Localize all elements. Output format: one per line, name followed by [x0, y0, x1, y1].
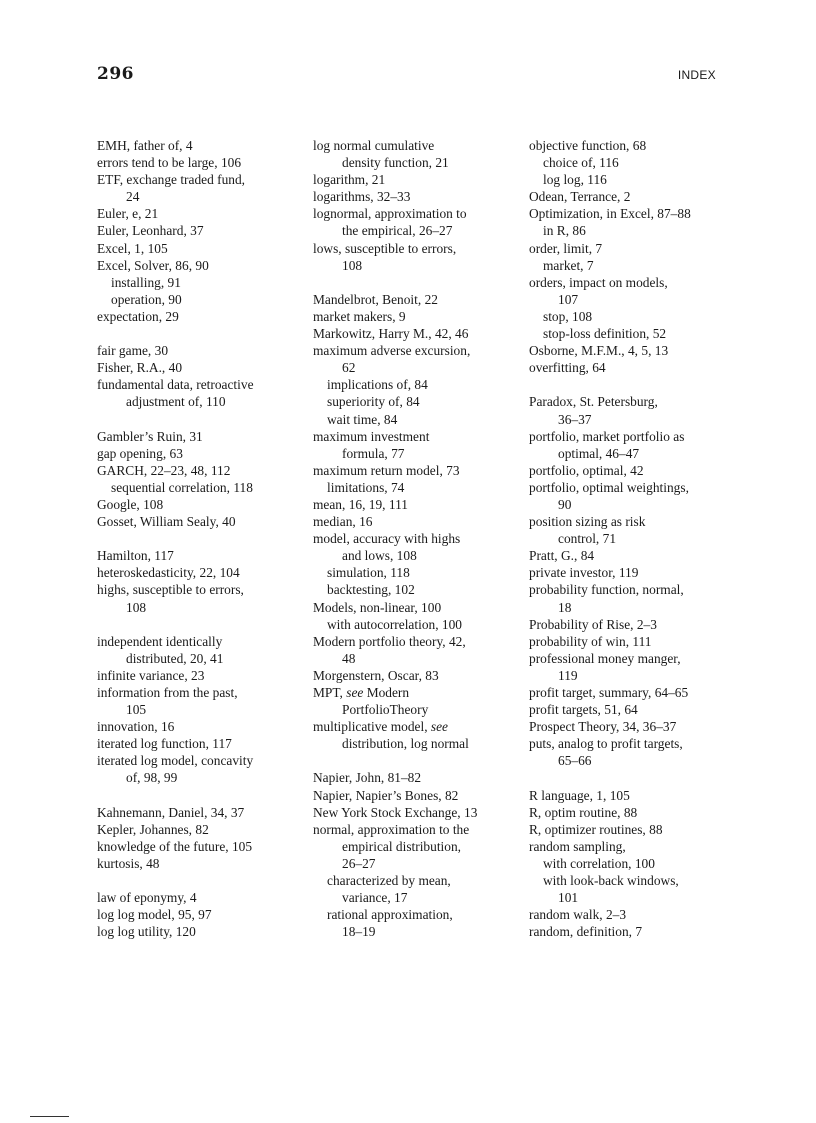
index-line: independent identically — [97, 633, 223, 649]
index-entry — [529, 240, 729, 257]
index-entry — [529, 462, 729, 479]
index-entry — [97, 581, 297, 615]
index-line: Fisher, R.A., 40 — [97, 360, 183, 376]
index-line: order, limit, 7 — [529, 240, 603, 256]
index-line: variance, 17 — [342, 890, 408, 906]
index-line: implications of, 84 — [327, 377, 428, 393]
index-line: profit targets, 51, 64 — [529, 702, 638, 718]
index-subentry — [313, 872, 513, 906]
index-line: Modern — [363, 685, 410, 700]
index-entry — [529, 547, 729, 564]
index-line: iterated log model, concavity — [97, 753, 254, 769]
index-line: Kepler, Johannes, 82 — [97, 821, 209, 837]
index-line: 18 — [558, 599, 572, 615]
index-entry — [97, 855, 297, 872]
index-line: Pratt, G., 84 — [529, 548, 595, 564]
index-entry — [313, 769, 513, 786]
index-entry — [313, 718, 513, 752]
index-line: adjustment of, 110 — [126, 394, 226, 410]
index-entry — [97, 154, 297, 171]
index-line: information from the past, — [97, 685, 238, 700]
index-subentry — [529, 855, 729, 872]
index-line: portfolio, optimal, 42 — [529, 462, 644, 478]
index-entry — [529, 564, 729, 581]
index-line: portfolio, market portfolio as — [529, 428, 685, 444]
index-line: Mandelbrot, Benoit, 22 — [313, 291, 438, 307]
index-entry — [97, 257, 297, 274]
index-line: heteroskedasticity, 22, 104 — [97, 565, 240, 581]
index-column-1 — [97, 137, 297, 940]
index-line: R, optimizer routines, 88 — [529, 821, 663, 837]
index-line: gap opening, 63 — [97, 445, 183, 461]
index-entry — [529, 342, 729, 359]
footer-rule — [30, 1116, 69, 1117]
index-line: Google, 108 — [97, 496, 164, 512]
index-entry — [529, 787, 729, 804]
index-entry — [313, 530, 513, 564]
index-line: objective function, 68 — [529, 138, 647, 153]
index-entry — [313, 188, 513, 205]
index-line: logarithm, 21 — [313, 172, 386, 188]
index-line: stop-loss definition, 52 — [543, 326, 667, 342]
index-entry — [97, 240, 297, 257]
index-entry — [97, 889, 297, 906]
index-line: position sizing as risk — [529, 514, 646, 530]
index-line: backtesting, 102 — [327, 582, 415, 598]
index-entry — [97, 376, 297, 410]
index-line: maximum adverse excursion, — [313, 343, 471, 359]
index-entry — [529, 684, 729, 701]
index-line: probability of win, 111 — [529, 633, 652, 649]
index-entry — [97, 445, 297, 462]
index-line: Markowitz, Harry M., 42, 46 — [313, 326, 469, 342]
index-line: R language, 1, 105 — [529, 787, 630, 803]
index-line: random sampling, — [529, 838, 626, 854]
index-line: control, 71 — [558, 531, 617, 547]
index-subentry — [313, 479, 513, 496]
index-entry — [97, 547, 297, 564]
index-entry — [313, 462, 513, 479]
index-entry — [529, 137, 729, 154]
index-line: Napier, Napier’s Bones, 82 — [313, 787, 459, 803]
index-subentry — [313, 581, 513, 598]
index-entry — [529, 359, 729, 376]
index-entry — [313, 342, 513, 376]
index-entry — [97, 428, 297, 445]
index-line: in R, 86 — [543, 223, 586, 239]
index-line: lows, susceptible to errors, — [313, 240, 457, 256]
index-line: iterated log function, 117 — [97, 736, 232, 752]
index-entry — [97, 513, 297, 530]
index-line: log log, 116 — [543, 172, 607, 188]
index-line: optimal, 46–47 — [558, 445, 640, 461]
index-line: 108 — [342, 257, 363, 273]
index-entry — [313, 428, 513, 462]
index-line: the empirical, 26–27 — [342, 223, 453, 239]
index-line: puts, analog to profit targets, — [529, 736, 683, 752]
index-line: law of eponymy, 4 — [97, 890, 197, 906]
index-line: Napier, John, 81–82 — [313, 770, 422, 786]
index-line: logarithms, 32–33 — [313, 189, 411, 205]
index-entry — [529, 205, 729, 222]
index-entry — [97, 496, 297, 513]
index-line: fair game, 30 — [97, 343, 169, 359]
index-column-2 — [313, 137, 513, 940]
index-entry — [529, 428, 729, 462]
index-line: random walk, 2–3 — [529, 907, 627, 923]
index-line: Euler, e, 21 — [97, 206, 159, 222]
index-line: fundamental data, retroactive — [97, 377, 254, 393]
index-entry — [97, 718, 297, 735]
index-entry — [529, 701, 729, 718]
index-line: PortfolioTheory — [342, 702, 429, 718]
index-entry — [97, 923, 297, 940]
index-entry — [97, 462, 297, 479]
index-entry — [313, 291, 513, 308]
index-entry — [529, 735, 729, 769]
index-entry — [313, 599, 513, 616]
index-line: normal, approximation to the — [313, 821, 470, 837]
index-entry — [97, 171, 297, 205]
index-entry — [97, 906, 297, 923]
index-subentry — [97, 291, 297, 308]
index-line: infinite variance, 23 — [97, 667, 205, 683]
index-entry — [97, 752, 297, 786]
index-entry — [97, 735, 297, 752]
index-entry — [97, 684, 297, 718]
index-entry — [529, 838, 729, 855]
index-line: EMH, father of, 4 — [97, 138, 193, 153]
index-line: Odean, Terrance, 2 — [529, 189, 631, 205]
index-entry — [529, 188, 729, 205]
index-line: and lows, 108 — [342, 548, 417, 564]
index-line: distribution, log normal — [342, 736, 469, 752]
index-entry — [529, 906, 729, 923]
index-line: median, 16 — [313, 514, 373, 530]
index-entry — [313, 821, 513, 872]
index-line: 36–37 — [558, 411, 592, 427]
index-line: profit target, summary, 64–65 — [529, 685, 689, 700]
index-line: innovation, 16 — [97, 719, 175, 735]
index-line: ETF, exchange traded fund, — [97, 172, 246, 188]
index-line: 18–19 — [342, 924, 376, 940]
index-line: 65–66 — [558, 753, 592, 769]
index-entry — [313, 137, 513, 171]
index-line: market makers, 9 — [313, 308, 406, 324]
index-line: formula, 77 — [342, 445, 405, 461]
index-subentry — [529, 325, 729, 342]
index-line: MPT, — [313, 685, 347, 700]
index-line: characterized by mean, — [327, 873, 451, 889]
index-line: private investor, 119 — [529, 565, 639, 581]
index-line: Excel, Solver, 86, 90 — [97, 257, 209, 273]
index-line: Excel, 1, 105 — [97, 240, 168, 256]
index-line: Osborne, M.F.M., 4, 5, 13 — [529, 343, 669, 359]
index-entry — [529, 479, 729, 513]
index-line: professional money manger, — [529, 650, 681, 666]
index-line: wait time, 84 — [327, 411, 398, 427]
index-line: lognormal, approximation to — [313, 206, 467, 222]
index-entry — [529, 633, 729, 650]
see-reference: see — [346, 685, 364, 700]
index-line: maximum investment — [313, 428, 430, 444]
index-subentry — [529, 171, 729, 188]
index-line: Morgenstern, Oscar, 83 — [313, 667, 439, 683]
index-entry — [97, 821, 297, 838]
index-line: simulation, 118 — [327, 565, 410, 581]
index-line: market, 7 — [543, 257, 594, 273]
index-entry — [97, 222, 297, 239]
index-line: 101 — [558, 890, 579, 906]
index-entry — [97, 667, 297, 684]
index-line: overfitting, 64 — [529, 360, 606, 376]
index-line: density function, 21 — [342, 155, 449, 171]
index-line: Probability of Rise, 2–3 — [529, 616, 657, 632]
index-entry — [529, 393, 729, 427]
index-entry — [529, 274, 729, 308]
index-entry — [97, 838, 297, 855]
index-line: 26–27 — [342, 855, 376, 871]
index-line: 90 — [558, 496, 572, 512]
index-line: Paradox, St. Petersburg, — [529, 394, 658, 410]
index-line: model, accuracy with highs — [313, 531, 461, 547]
index-entry — [529, 650, 729, 684]
index-line: empirical distribution, — [342, 838, 462, 854]
index-line: 48 — [342, 650, 356, 666]
index-line: R, optim routine, 88 — [529, 804, 638, 820]
index-line: errors tend to be large, 106 — [97, 155, 242, 171]
index-line: mean, 16, 19, 111 — [313, 496, 408, 512]
index-entry — [97, 308, 297, 325]
index-column-3 — [529, 137, 729, 940]
index-entry — [97, 342, 297, 359]
index-line: orders, impact on models, — [529, 274, 668, 290]
index-line: 119 — [558, 667, 578, 683]
index-subentry — [313, 616, 513, 633]
index-line: with look-back windows, — [543, 873, 679, 889]
index-line: random, definition, 7 — [529, 924, 643, 940]
index-entry — [313, 684, 513, 718]
index-line: 105 — [126, 702, 147, 718]
index-subentry — [313, 906, 513, 940]
index-entry — [313, 633, 513, 667]
index-line: with autocorrelation, 100 — [327, 616, 462, 632]
index-line: portfolio, optimal weightings, — [529, 479, 689, 495]
index-line: rational approximation, — [327, 907, 453, 923]
index-line: expectation, 29 — [97, 308, 179, 324]
index-line: maximum return model, 73 — [313, 462, 460, 478]
index-line: Prospect Theory, 34, 36–37 — [529, 719, 677, 735]
index-entry — [529, 923, 729, 940]
index-entry — [529, 804, 729, 821]
index-line: 108 — [126, 599, 147, 615]
index-line: 107 — [558, 291, 579, 307]
index-line: multiplicative model, — [313, 719, 431, 735]
index-entry — [97, 359, 297, 376]
index-entry — [97, 205, 297, 222]
index-line: log log utility, 120 — [97, 924, 196, 940]
index-line: Kahnemann, Daniel, 34, 37 — [97, 804, 245, 820]
index-line: sequential correlation, 118 — [111, 479, 253, 495]
index-line: of, 98, 99 — [126, 770, 178, 786]
index-line: choice of, 116 — [543, 155, 619, 171]
index-subentry — [97, 274, 297, 291]
index-entry — [313, 240, 513, 274]
index-entry — [313, 787, 513, 804]
index-line: GARCH, 22–23, 48, 112 — [97, 462, 231, 478]
index-subentry — [529, 222, 729, 239]
index-subentry — [313, 376, 513, 393]
index-entry — [313, 308, 513, 325]
index-line: 24 — [126, 189, 140, 205]
index-line: operation, 90 — [111, 291, 182, 307]
index-entry — [313, 496, 513, 513]
index-line: Hamilton, 117 — [97, 548, 174, 564]
index-subentry — [97, 479, 297, 496]
index-entry — [529, 821, 729, 838]
index-entry — [529, 513, 729, 547]
index-entry — [529, 581, 729, 615]
index-line: kurtosis, 48 — [97, 855, 160, 871]
index-line: Models, non-linear, 100 — [313, 599, 442, 615]
index-line: 62 — [342, 360, 356, 376]
index-line: Gosset, William Sealy, 40 — [97, 514, 236, 530]
index-line: with correlation, 100 — [543, 855, 655, 871]
index-line: log log model, 95, 97 — [97, 907, 212, 923]
index-line: distributed, 20, 41 — [126, 650, 224, 666]
index-line: highs, susceptible to errors, — [97, 582, 244, 598]
index-entry — [529, 616, 729, 633]
index-line: Modern portfolio theory, 42, — [313, 633, 466, 649]
index-subentry — [313, 411, 513, 428]
index-line: stop, 108 — [543, 308, 593, 324]
index-line: knowledge of the future, 105 — [97, 838, 253, 854]
index-subentry — [529, 308, 729, 325]
index-entry — [97, 564, 297, 581]
index-line: probability function, normal, — [529, 582, 684, 598]
index-line: Gambler’s Ruin, 31 — [97, 428, 203, 444]
index-entry — [313, 171, 513, 188]
see-reference: see — [430, 719, 448, 735]
index-entry — [313, 667, 513, 684]
page-number: 296 — [97, 64, 134, 84]
index-entry — [313, 325, 513, 342]
index-subentry — [529, 154, 729, 171]
index-subentry — [313, 393, 513, 410]
index-line: installing, 91 — [111, 274, 181, 290]
index-subentry — [313, 564, 513, 581]
index-entry — [313, 804, 513, 821]
index-line: Euler, Leonhard, 37 — [97, 223, 204, 239]
index-entry — [313, 205, 513, 239]
index-line: New York Stock Exchange, 13 — [313, 804, 478, 820]
index-entry — [97, 633, 297, 667]
running-head: INDEX — [677, 68, 716, 82]
index-line: superiority of, 84 — [327, 394, 420, 410]
index-entry — [529, 718, 729, 735]
index-entry — [97, 137, 297, 154]
index-line: Optimization, in Excel, 87–88 — [529, 206, 691, 222]
index-subentry — [529, 872, 729, 906]
index-line: limitations, 74 — [327, 479, 405, 495]
index-subentry — [529, 257, 729, 274]
index-entry — [313, 513, 513, 530]
index-line: log normal cumulative — [313, 138, 435, 153]
index-entry — [97, 804, 297, 821]
